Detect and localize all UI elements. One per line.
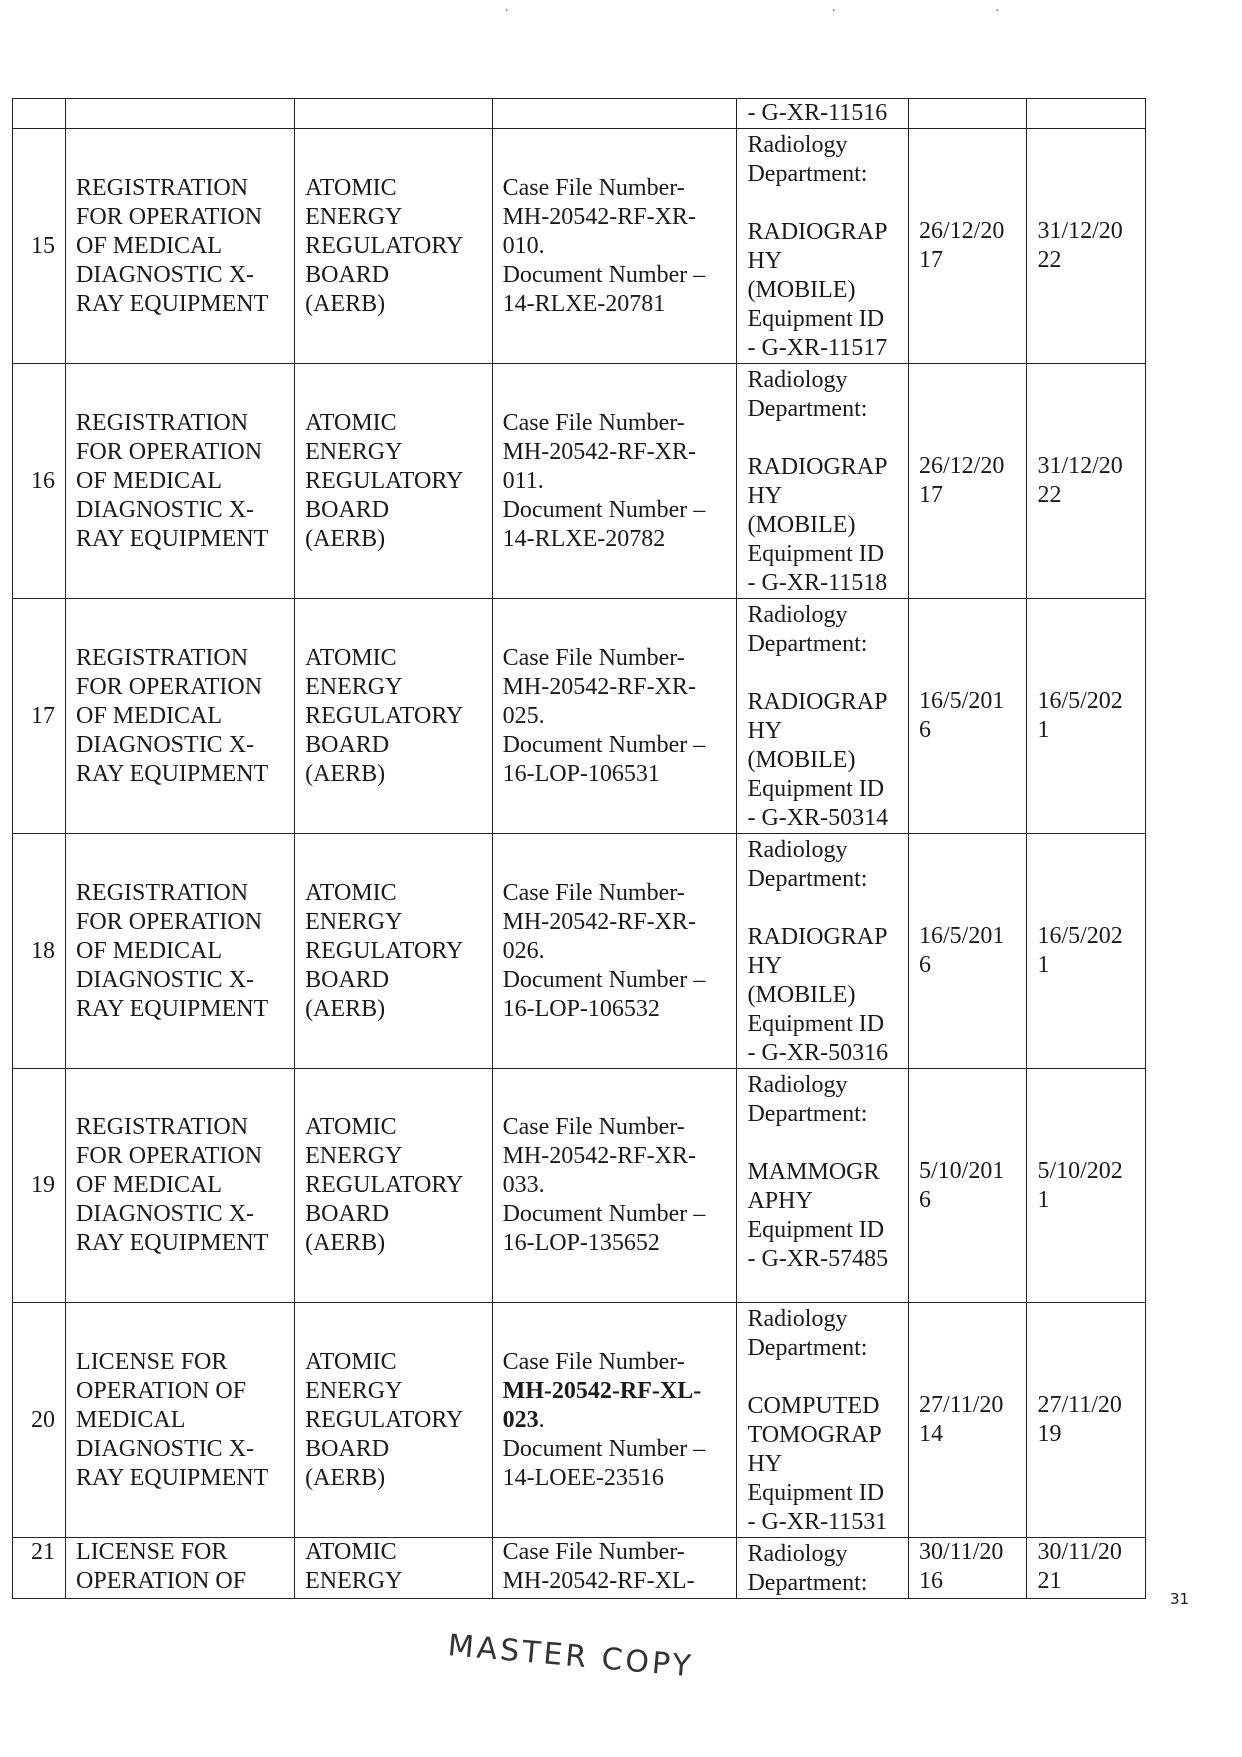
case-file-number: Case File Number- MH-20542-RF-XR- 011.	[502, 409, 696, 494]
serial-number: 17	[13, 599, 66, 834]
reference-numbers	[492, 1069, 737, 1303]
department-equipment: Radiology Department: RADIOGRAP HY (MOBILE) Equipment ID - G-XR-11518	[737, 364, 909, 599]
department-equipment: Radiology Department: COMPUTED TOMOGRAP HY Equipment ID - G-XR-11531	[737, 1303, 909, 1538]
department-equipment: Radiology Department: RADIOGRAP HY (MOBILE) Equipment ID - G-XR-50314	[737, 599, 909, 834]
license-type: LICENSE FOR OPERATION OF MEDICAL DIAGNOSTIC X- RAY EQUIPMENT	[66, 1303, 295, 1538]
table-row	[13, 599, 1146, 834]
table-row-continued	[13, 99, 1146, 129]
table-row	[13, 834, 1146, 1069]
department-equipment: Radiology Department: RADIOGRAP HY (MOBILE) Equipment ID - G-XR-11517	[737, 129, 909, 364]
valid-from-date: 30/11/20 16	[908, 1538, 1026, 1599]
table-row	[13, 1303, 1146, 1538]
equipment-license-table	[12, 98, 1146, 1599]
department-cell: - G-XR-11516	[737, 99, 909, 129]
document-number: Document Number – 16-LOP-106532	[502, 966, 706, 1022]
valid-to-date: 27/11/20 19	[1027, 1303, 1146, 1538]
case-file-number: Case File Number- MH-20542-RF-XR- 025.	[502, 644, 696, 729]
issuing-authority: ATOMIC ENERGY REGULATORY BOARD (AERB)	[295, 834, 492, 1069]
valid-to-date: 16/5/202 1	[1027, 834, 1146, 1069]
department-equipment: Radiology Department: RADIOGRAP HY (MOBILE) Equipment ID - G-XR-50316	[737, 834, 909, 1069]
case-file-number: Case File Number-	[502, 1348, 685, 1375]
valid-from-date: 16/5/201 6	[908, 599, 1026, 834]
valid-to-date: 5/10/202 1	[1027, 1069, 1146, 1303]
serial-number: 19	[13, 1069, 66, 1303]
document-number: Document Number – 16-LOP-135652	[502, 1201, 706, 1256]
license-type: REGISTRATION FOR OPERATION OF MEDICAL DIAGNOSTIC X- RAY EQUIPMENT	[66, 599, 295, 834]
master-copy-stamp: MASTER COPY	[446, 1628, 696, 1685]
case-file-number-end: .	[538, 1406, 545, 1433]
valid-from-date: 5/10/201 6	[908, 1069, 1026, 1303]
case-file-number: Case File Number- MH-20542-RF-XR- 033.	[502, 1114, 696, 1198]
reference-numbers	[492, 1303, 737, 1538]
page-number: 31	[1170, 1590, 1190, 1608]
table-row	[13, 1069, 1146, 1303]
issuing-authority: ATOMIC ENERGY REGULATORY BOARD (AERB)	[295, 599, 492, 834]
reference-numbers	[492, 364, 737, 599]
valid-from-date: 26/12/20 17	[908, 364, 1026, 599]
issuing-authority: ATOMIC ENERGY REGULATORY BOARD (AERB)	[295, 1069, 492, 1303]
case-file-number: Case File Number- MH-20542-RF-XR- 010.	[502, 174, 696, 259]
reference-numbers	[492, 834, 737, 1069]
issuing-authority: ATOMIC ENERGY REGULATORY BOARD (AERB)	[295, 129, 492, 364]
serial-number: 21	[13, 1538, 66, 1599]
document-number: Document Number – 14-RLXE-20782	[502, 496, 706, 552]
table-row	[13, 364, 1146, 599]
reference-numbers	[492, 129, 737, 364]
scan-marks: . ..	[505, 0, 1159, 15]
valid-to-date: 31/12/20 22	[1027, 364, 1146, 599]
issuing-authority: ATOMIC ENERGY REGULATORY BOARD (AERB)	[295, 1303, 492, 1538]
department-equipment: Radiology Department: MAMMOGR APHY Equipment ID - G-XR-57485	[737, 1069, 909, 1303]
license-type: REGISTRATION FOR OPERATION OF MEDICAL DIAGNOSTIC X- RAY EQUIPMENT	[66, 834, 295, 1069]
valid-to-date: 31/12/20 22	[1027, 129, 1146, 364]
license-type: REGISTRATION FOR OPERATION OF MEDICAL DIAGNOSTIC X- RAY EQUIPMENT	[66, 364, 295, 599]
serial-number: 20	[13, 1303, 66, 1538]
valid-from-date: 27/11/20 14	[908, 1303, 1026, 1538]
table-row	[13, 129, 1146, 364]
reference-numbers: Case File Number- MH-20542-RF-XL-	[492, 1538, 737, 1599]
valid-from-date: 16/5/201 6	[908, 834, 1026, 1069]
valid-to-date: 30/11/20 21	[1027, 1538, 1146, 1599]
document-number: Document Number – 14-RLXE-20781	[502, 261, 706, 317]
issuing-authority: ATOMIC ENERGY	[295, 1538, 492, 1599]
license-type: LICENSE FOR OPERATION OF	[66, 1538, 295, 1599]
serial-number: 16	[13, 364, 66, 599]
license-type: REGISTRATION FOR OPERATION OF MEDICAL DIAGNOSTIC X- RAY EQUIPMENT	[66, 1069, 295, 1303]
reference-numbers	[492, 599, 737, 834]
valid-to-date: 16/5/202 1	[1027, 599, 1146, 834]
license-type: REGISTRATION FOR OPERATION OF MEDICAL DIAGNOSTIC X- RAY EQUIPMENT	[66, 129, 295, 364]
document-number: Document Number – 16-LOP-106531	[502, 731, 706, 787]
document-number: Document Number – 14-LOEE-23516	[502, 1435, 706, 1491]
serial-number: 15	[13, 129, 66, 364]
case-file-number-bold: MH-20542-RF-XL- 023	[502, 1377, 702, 1433]
issuing-authority: ATOMIC ENERGY REGULATORY BOARD (AERB)	[295, 364, 492, 599]
table-row	[13, 1538, 1146, 1599]
valid-from-date: 26/12/20 17	[908, 129, 1026, 364]
case-file-number: Case File Number- MH-20542-RF-XR- 026.	[502, 879, 696, 964]
serial-number: 18	[13, 834, 66, 1069]
department-equipment: Radiology Department:	[737, 1538, 909, 1599]
